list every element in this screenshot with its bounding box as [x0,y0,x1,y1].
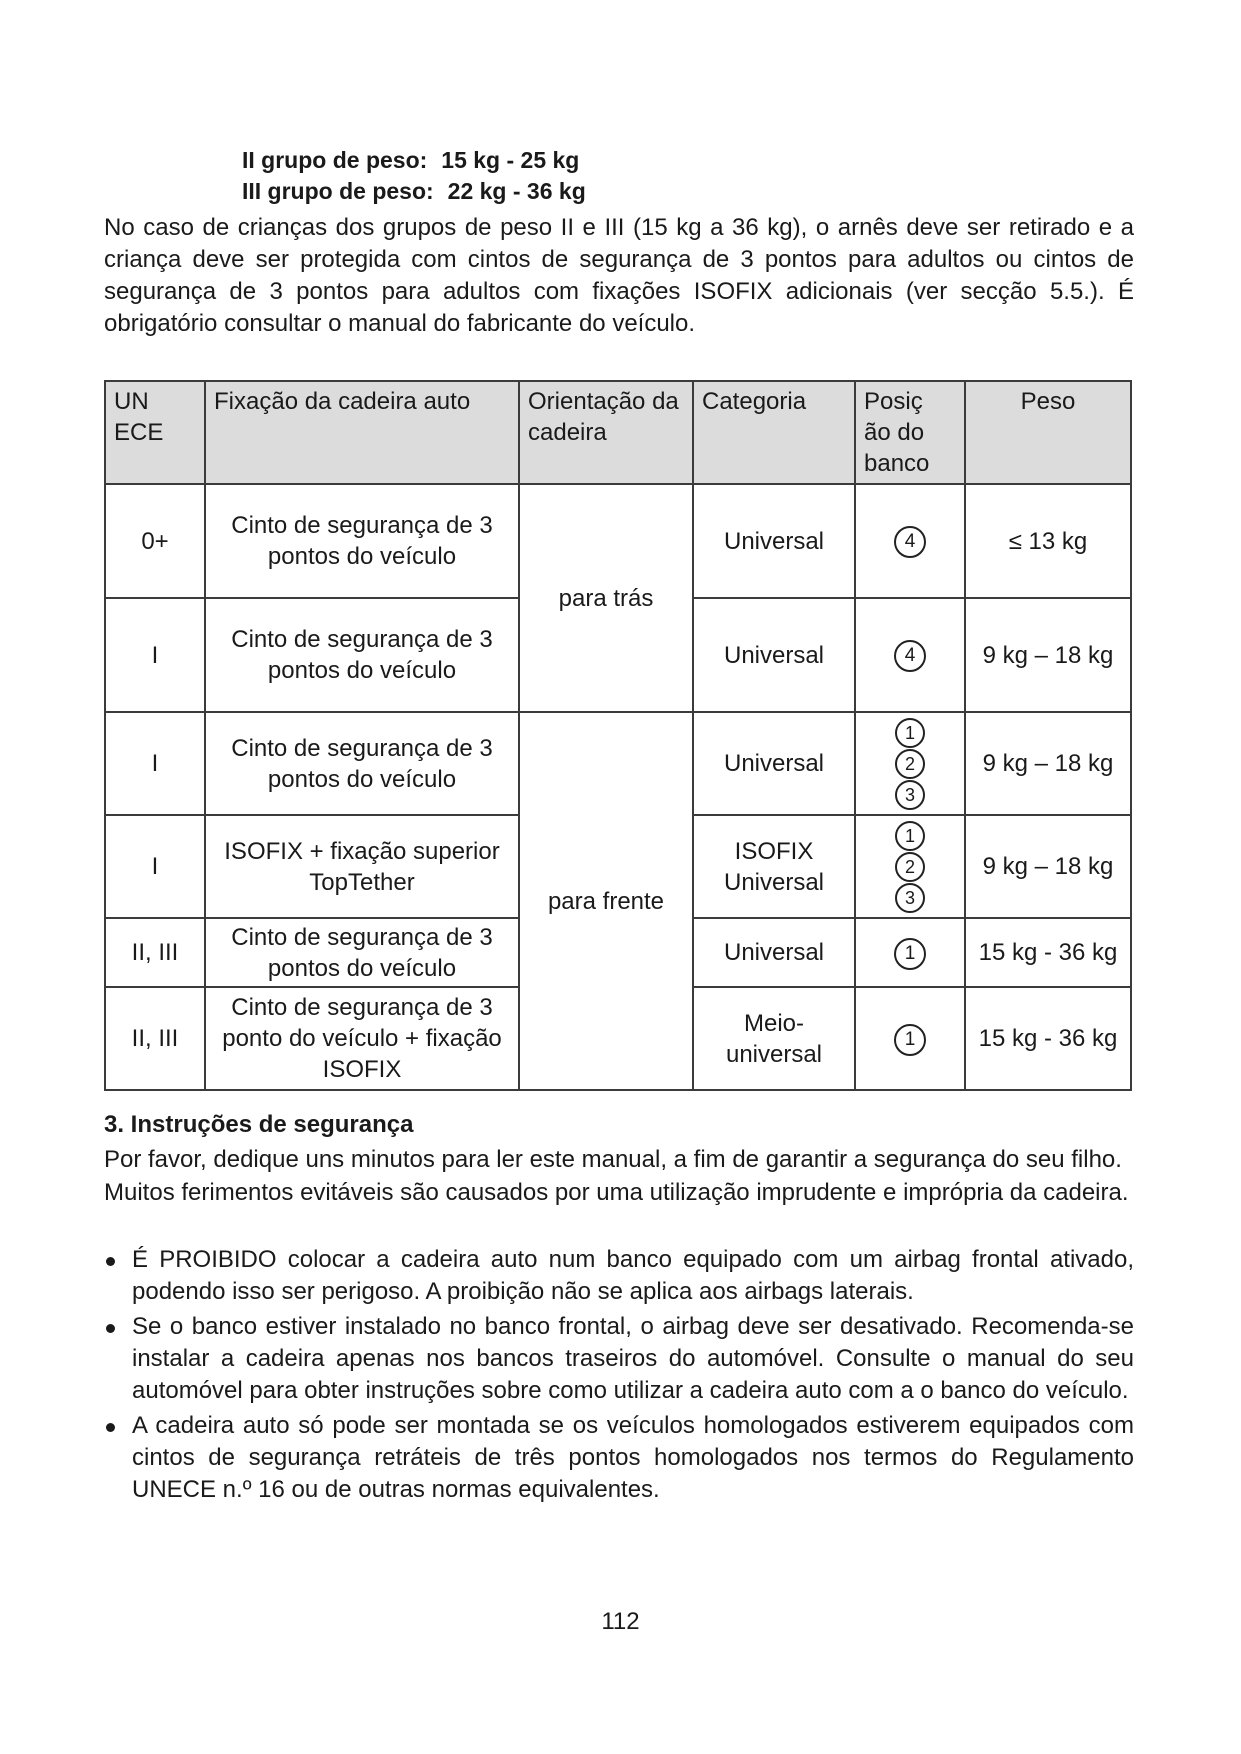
cell-weight: 15 kg - 36 kg [965,918,1131,987]
cell-fixation: Cinto de segurança de 3 pontos do veículo [205,712,519,815]
list-item [104,1244,1134,1308]
weight-group-label: III grupo de peso: [242,178,434,204]
bullet-icon [106,1423,115,1432]
header-fixation: Fixação da cadeira auto [205,381,519,484]
cell-weight: 9 kg – 18 kg [965,815,1131,918]
weight-group-label: II grupo de peso: [242,147,428,173]
cell-position [855,598,965,712]
header-seat-position: Posiç ão do banco [855,381,965,484]
table-row [105,712,1131,815]
weight-group-value: 15 kg - 25 kg [441,147,580,173]
header-category: Categoria [693,381,855,484]
list-item [104,1410,1134,1506]
cell-fixation: Cinto de segurança de 3 pontos do veículo [205,918,519,987]
cell-position [855,815,965,918]
header-weight: Peso [965,381,1131,484]
page-number: 112 [601,1608,640,1635]
section-title: 3. Instruções de segurança [104,1111,414,1138]
cell-group: II, III [105,987,205,1090]
cell-orientation-front: para frente [519,712,693,1090]
weight-group-ii [242,147,579,174]
position-number: 2 [895,749,925,779]
cell-fixation: Cinto de segurança de 3 pontos do veículo [205,484,519,598]
intro-paragraph: No caso de crianças dos grupos de peso II e III (15 kg a 36 kg), o arnês deve ser retirado e a criança deve ser protegida com cintos de segurança de 3 pontos para adultos ou cintos de segurança de 3 pontos para adultos com fixações ISOFIX adicionais (ver secção 5.5.). É obrigatório consultar o manual do fabricante do veículo. [104,214,1134,337]
cell-category: Universal [693,484,855,598]
cell-category: Universal [693,918,855,987]
cell-group: 0+ [105,484,205,598]
cell-weight: 15 kg - 36 kg [965,987,1131,1090]
cell-category: Meio-universal [693,987,855,1090]
position-number: 1 [895,718,925,748]
position-number: 1 [894,1024,926,1056]
table-header-row [105,381,1131,484]
cell-position [855,987,965,1090]
table-row [105,484,1131,598]
cell-position [855,712,965,815]
weight-group-iii [242,178,586,205]
cell-position [855,484,965,598]
section-intro: Por favor, dedique uns minutos para ler este manual, a fim de garantir a segurança do seu filho. Muitos ferimentos evitáveis são causados por uma utilização imprudente e imprópria da cadeira. [104,1146,1129,1206]
bullet-text: A cadeira auto só pode ser montada se os veículos homologados estiverem equipados com cintos de segurança retráteis de três pontos homologados nos termos do Regulamento UNECE n.º 16 ou de outras normas equivalentes. [132,1412,1134,1503]
position-number: 4 [894,526,926,558]
cell-fixation: Cinto de segurança de 3 pontos do veículo [205,598,519,712]
position-number: 1 [894,938,926,970]
cell-group: I [105,815,205,918]
seat-approval-table [104,380,1132,1091]
position-number: 1 [895,821,925,851]
position-number: 4 [894,640,926,672]
weight-group-value: 22 kg - 36 kg [447,178,586,204]
position-number: 3 [895,780,925,810]
position-number: 3 [895,883,925,913]
bullet-icon [106,1324,115,1333]
bullet-text: É PROIBIDO colocar a cadeira auto num banco equipado com um airbag frontal ativado, podendo isso ser perigoso. A proibição não se aplica aos airbags laterais. [132,1246,1134,1305]
cell-group: I [105,712,205,815]
safety-bullet-list [104,1244,1134,1509]
bullet-icon [106,1257,115,1266]
cell-orientation-rear: para trás [519,484,693,712]
list-item [104,1311,1134,1407]
bullet-text: Se o banco estiver instalado no banco frontal, o airbag deve ser desativado. Recomenda-se instalar a cadeira apenas nos bancos traseiros do automóvel. Consulte o manual do seu automóvel para obter instruções sobre como utilizar a cadeira auto com a o banco do veículo. [132,1313,1134,1404]
position-number: 2 [895,852,925,882]
cell-weight: ≤ 13 kg [965,484,1131,598]
header-un-ece: UN ECE [105,381,205,484]
cell-weight: 9 kg – 18 kg [965,598,1131,712]
cell-weight: 9 kg – 18 kg [965,712,1131,815]
cell-category: ISOFIX Universal [693,815,855,918]
cell-group: II, III [105,918,205,987]
cell-category: Universal [693,598,855,712]
cell-position [855,918,965,987]
cell-fixation: Cinto de segurança de 3 ponto do veículo + fixação ISOFIX [205,987,519,1090]
cell-group: I [105,598,205,712]
header-orientation: Orientação da cadeira [519,381,693,484]
cell-category: Universal [693,712,855,815]
cell-fixation: ISOFIX + fixação superior TopTether [205,815,519,918]
